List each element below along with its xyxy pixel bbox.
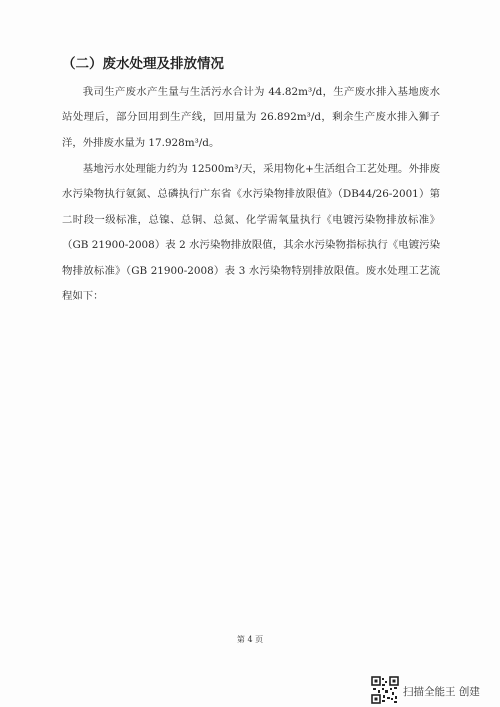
paragraph-treatment-standards: 基地污水处理能力约为 12500m³/天，采用物化+生活组合工艺处理。外排废水污染物执行氨氮、总磷执行广东省《水污染物排放限值》（DB44/26-2001）第二时段一级标准，总镍、总铜、总氮、化学需氧量执行《电镀污染物排放标准》（GB 21900-2008）表 2 水污染物排放限值，其余水污染物指标执行《电镀污染物排放标准》（GB 21900-2008）表 3 水污染物特别排放限值。废水处理工艺流程如下： [62, 163, 440, 303]
scanner-watermark: 扫描全能王 创建 [403, 686, 480, 698]
qr-code-icon [371, 676, 399, 704]
page-number: 第 4 页 [236, 635, 264, 644]
paragraph-wastewater-volume: 我司生产废水产生量与生活污水合计为 44.82m³/d，生产废水排入基地废水站处理后，部分回用到生产线，回用量为 26.892m³/d，剩余生产废水排入狮子洋，外排废水量为 17.928m³/d。 [62, 86, 440, 149]
section-heading: （二）废水处理及排放情况 [62, 56, 224, 72]
